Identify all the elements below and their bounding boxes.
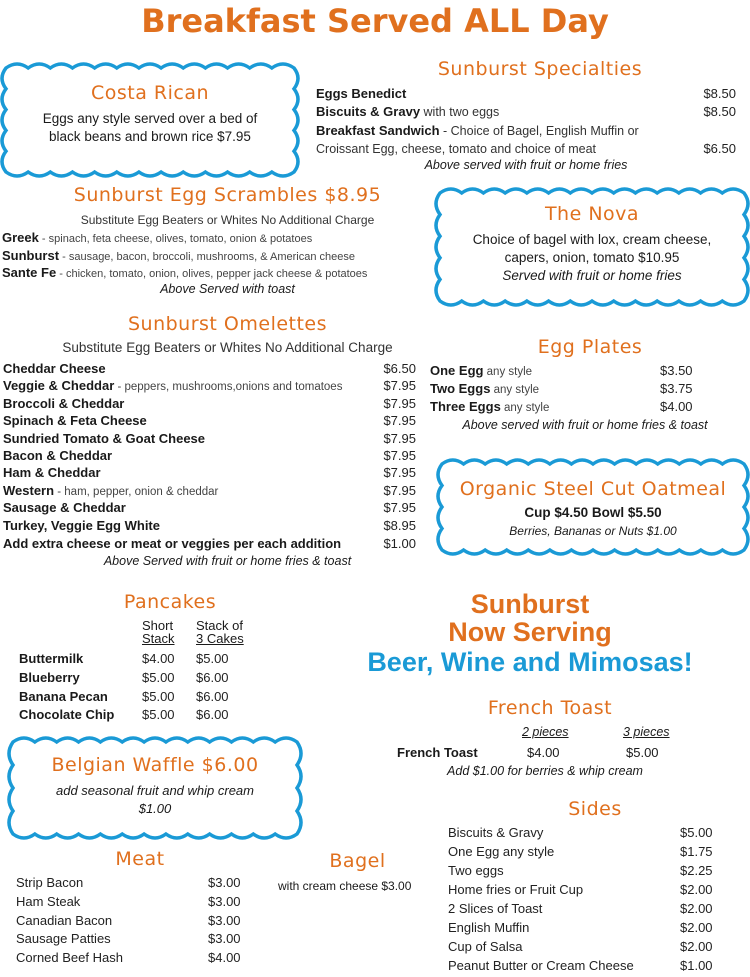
pancake-item: [19, 650, 269, 668]
scramble-item: [2, 229, 442, 247]
costa-rican-box: [6, 68, 294, 172]
item-name: Sausage & Cheddar: [3, 500, 126, 516]
scramble-item: [2, 264, 442, 282]
item-description: Croissant Egg, cheese, tomato and choice of meat: [316, 141, 597, 156]
scrambles-heading: Sunburst Egg Scrambles $8.95: [73, 184, 382, 206]
item-price: $7.95: [383, 430, 416, 446]
item-price: $2.00: [680, 882, 713, 897]
side-item: [448, 919, 718, 937]
omelette-item: [3, 395, 416, 413]
french-toast-col1: 2 pieces: [522, 725, 569, 739]
item-name: Breakfast Sandwich: [316, 122, 440, 138]
item-price: $8.50: [703, 104, 736, 120]
bagel-heading: Bagel: [329, 850, 386, 872]
item-price: $7.95: [383, 500, 416, 516]
item-name: Veggie & Cheddar: [3, 378, 115, 394]
item-price: $3.00: [208, 931, 241, 947]
pancake-item: [19, 669, 269, 687]
meat-item: [16, 893, 244, 911]
item-price: $3.00: [208, 912, 241, 928]
item-price: $2.00: [680, 901, 713, 916]
item-name: Eggs Benedict: [316, 86, 407, 101]
item-name: Two Eggs: [430, 381, 491, 396]
item-description: - sausage, bacon, broccoli, mushrooms, & American cheese: [59, 250, 355, 263]
item-name: Canadian Bacon: [16, 912, 113, 928]
item-price: $5.00: [142, 688, 175, 704]
item-name: Western: [3, 482, 55, 498]
item-name: Cup of Salsa: [448, 939, 523, 954]
omelette-extra-label: Add extra cheese or meat or veggies per each addition: [3, 536, 342, 551]
item-name: Two eggs: [448, 863, 504, 878]
scrambles-sub: Substitute Egg Beaters or Whites No Additional Charge: [80, 213, 375, 227]
omelette-item: [3, 377, 416, 395]
item-price: $7.95: [383, 465, 416, 481]
egg-plate-item: [430, 398, 698, 416]
item-price: $5.00: [142, 707, 175, 723]
item-price: $6.50: [703, 140, 736, 156]
french-toast-col2: 3 pieces: [623, 725, 670, 739]
costa-rican-heading: Costa Rican: [90, 82, 210, 104]
side-item: [448, 824, 718, 842]
omelette-item: [3, 447, 416, 465]
omelette-item: [3, 482, 416, 500]
french-toast-note: Add $1.00 for berries & whip cream: [447, 764, 643, 778]
nova-line1: Choice of bagel with lox, cream cheese,: [472, 232, 712, 247]
promo-line1: Sunburst: [470, 589, 590, 619]
item-name: Ham & Cheddar: [3, 465, 101, 481]
item-description: - Choice of Bagel, English Muffin or: [439, 123, 639, 138]
item-name: English Muffin: [448, 920, 530, 935]
oatmeal-line2: Berries, Bananas or Nuts $1.00: [509, 524, 677, 538]
waffle-line2: $1.00: [138, 801, 172, 816]
item-price: $5.00: [196, 651, 229, 666]
item-name: Turkey, Veggie Egg White: [3, 517, 160, 533]
item-price: $4.00: [208, 950, 241, 966]
item-name: One Egg: [430, 363, 484, 378]
item-name: Biscuits & Gravy: [448, 825, 544, 840]
french-toast-price2: $5.00: [626, 745, 659, 760]
item-name: Sausage Patties: [16, 931, 111, 947]
oatmeal-heading: Organic Steel Cut Oatmeal: [459, 478, 727, 500]
item-price: $2.00: [680, 920, 713, 935]
side-item: [448, 881, 718, 899]
item-description: - chicken, tomato, onion, olives, pepper jack cheese & potatoes: [56, 268, 368, 280]
item-price: $3.50: [660, 363, 693, 378]
menu-title: Breakfast Served ALL Day: [141, 2, 609, 40]
omelette-extra: [3, 535, 416, 553]
col-header-line: Stack of: [196, 618, 243, 633]
meat-item: [16, 874, 244, 892]
item-price: $8.50: [703, 86, 736, 101]
waffle-line1: add seasonal fruit and whip cream: [55, 783, 254, 798]
item-name: Ham Steak: [16, 893, 81, 909]
scramble-item: [2, 247, 442, 265]
nova-line2: capers, onion, tomato $10.95: [504, 250, 680, 265]
item-price: $7.95: [383, 413, 416, 429]
item-description: - peppers, mushrooms,onions and tomatoes: [114, 381, 343, 394]
item-name: Spinach & Feta Cheese: [3, 413, 147, 429]
item-name: Bacon & Cheddar: [3, 448, 113, 463]
side-item: [448, 938, 718, 956]
item-price: $3.00: [208, 893, 241, 909]
item-name: Blueberry: [19, 669, 80, 685]
item-price: $2.00: [680, 939, 713, 954]
item-name: Cheddar Cheese: [3, 361, 106, 376]
egg-plates-heading: Egg Plates: [537, 336, 643, 358]
promo-line2: Now Serving: [448, 617, 612, 647]
item-description: any style: [483, 366, 533, 378]
item-name: Home fries or Fruit Cup: [448, 882, 584, 897]
item-name: Peanut Butter or Cream Cheese: [448, 958, 634, 973]
meat-heading: Meat: [115, 848, 165, 870]
col-header-line: Stack: [142, 631, 175, 646]
item-price: $8.95: [383, 517, 416, 533]
omelettes-note: Above Served with fruit or home fries & toast: [103, 554, 352, 568]
sides-heading: Sides: [568, 798, 622, 820]
item-price: $1.75: [680, 844, 713, 859]
omelette-item: [3, 430, 416, 448]
egg-plate-item: [430, 362, 698, 380]
omelette-item: [3, 499, 416, 517]
side-item: [448, 900, 718, 918]
col-header-line: 3 Cakes: [196, 631, 244, 646]
item-name: Broccoli & Cheddar: [3, 395, 125, 411]
item-name: One Egg any style: [448, 844, 555, 859]
item-name: Sundried Tomato & Goat Cheese: [3, 430, 206, 446]
item-price: $4.00: [660, 399, 693, 414]
item-price: $6.50: [383, 361, 416, 376]
item-price: $1.00: [680, 958, 713, 973]
item-price: $4.00: [142, 651, 175, 666]
item-name: Biscuits & Gravy: [316, 104, 421, 120]
item-name: Strip Bacon: [16, 875, 84, 890]
costa-rican-line2: black beans and brown rice $7.95: [49, 129, 251, 144]
scrambles-note: Above Served with toast: [160, 282, 295, 296]
specialty-item: [316, 122, 736, 140]
oatmeal-line1: Cup $4.50 Bowl $5.50: [524, 505, 662, 520]
omelette-item: [3, 464, 416, 482]
item-price: $7.95: [383, 395, 416, 411]
item-name: Sunburst: [2, 247, 60, 263]
nova-heading: The Nova: [544, 203, 640, 225]
egg-plate-item: [430, 380, 698, 398]
item-price: $6.00: [196, 707, 229, 723]
item-name: Corned Beef Hash: [16, 950, 123, 966]
specialties-heading: Sunburst Specialties: [437, 58, 643, 80]
pancakes-col-stack: [196, 619, 244, 645]
item-description: any style: [500, 402, 550, 414]
pancake-item: [19, 688, 269, 706]
item-description: with two eggs: [420, 105, 500, 120]
item-price: $7.95: [383, 378, 416, 394]
item-description: - spinach, feta cheese, olives, tomato, onion & potatoes: [38, 233, 313, 245]
item-name: Greek: [2, 230, 39, 245]
nova-line3: Served with fruit or home fries: [502, 268, 682, 283]
item-name: Three Eggs: [430, 399, 501, 414]
french-toast-price1: $4.00: [527, 745, 560, 760]
specialty-item: [316, 140, 736, 158]
bagel-text: with cream cheese $3.00: [278, 879, 412, 893]
pancake-item: [19, 706, 269, 724]
item-name: Chocolate Chip: [19, 707, 115, 723]
item-description: any style: [490, 384, 540, 396]
omelettes-sub: Substitute Egg Beaters or Whites No Additional Charge: [62, 340, 393, 355]
french-toast-name: French Toast: [397, 745, 478, 760]
costa-rican-line1: Eggs any style served over a bed of: [42, 111, 258, 126]
meat-item: [16, 930, 244, 948]
omelettes-heading: Sunburst Omelettes: [127, 313, 328, 335]
oatmeal-box: [442, 464, 744, 550]
item-price: $6.00: [196, 688, 229, 704]
item-name: Buttermilk: [19, 651, 84, 666]
item-price: $5.00: [680, 825, 713, 840]
side-item: [448, 957, 718, 975]
meat-item: [16, 949, 244, 967]
side-item: [448, 843, 718, 861]
item-name: 2 Slices of Toast: [448, 901, 543, 916]
item-name: Sante Fe: [2, 265, 57, 280]
pancakes-heading: Pancakes: [123, 591, 217, 613]
item-description: - ham, pepper, onion & cheddar: [54, 485, 219, 498]
item-name: Banana Pecan: [19, 688, 108, 704]
promo-line3: Beer, Wine and Mimosas!: [367, 647, 693, 677]
omelette-item: [3, 360, 416, 378]
item-price: $7.95: [383, 482, 416, 498]
egg-plates-note: Above served with fruit or home fries & toast: [462, 418, 708, 432]
col-header-line: Short: [142, 618, 174, 633]
specialty-item: [316, 85, 736, 103]
side-item: [448, 862, 718, 880]
waffle-heading: Belgian Waffle $6.00: [51, 754, 259, 776]
specialty-item: [316, 103, 736, 121]
nova-box: [440, 193, 744, 301]
item-price: $6.00: [196, 669, 229, 685]
pancakes-col-short: [142, 619, 175, 645]
omelette-item: [3, 517, 416, 535]
french-toast-heading: French Toast: [487, 697, 613, 719]
waffle-box: [13, 742, 297, 834]
item-price: $3.75: [660, 381, 693, 396]
item-price: $2.25: [680, 863, 713, 878]
omelette-extra-price: $1.00: [383, 536, 416, 551]
meat-item: [16, 912, 244, 930]
omelette-item: [3, 412, 416, 430]
item-price: $5.00: [142, 669, 175, 685]
specialties-note: Above served with fruit or home fries: [424, 158, 628, 172]
item-price: $7.95: [383, 448, 416, 463]
item-price: $3.00: [208, 875, 241, 890]
